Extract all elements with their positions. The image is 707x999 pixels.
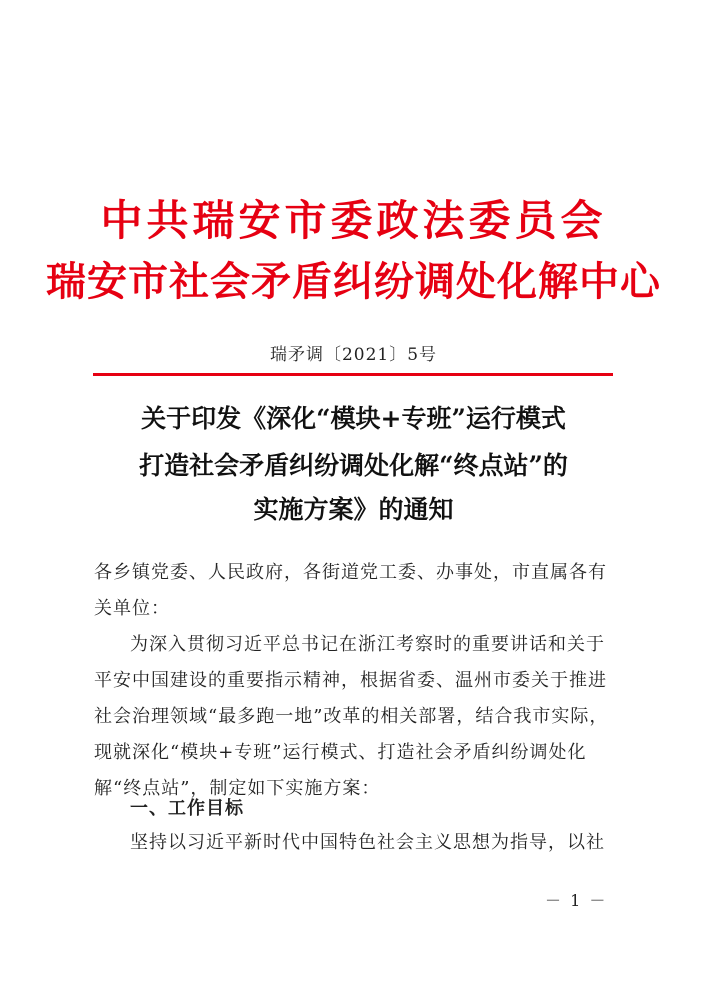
addressee-line-2: 关单位： (94, 598, 170, 619)
paragraph-line: 社会治理领域“最多跑一地”改革的相关部署，结合我市实际， (94, 706, 609, 727)
document-title-line-2: 打造社会矛盾纠纷调处化解“终点站”的 (139, 451, 568, 480)
document-title-line-1: 关于印发《深化“模块+专班”运行模式 (141, 404, 566, 433)
paragraph-line: 现就深化“模块+专班”运行模式、打造社会矛盾纠纷调处化 (94, 742, 587, 763)
paragraph-line: 坚持以习近平新时代中国特色社会主义思想为指导，以社 (130, 832, 605, 853)
section-heading: 一、工作目标 (130, 798, 244, 819)
issuing-organization-line-2: 瑞安市社会矛盾纠纷调处化解中心 (46, 259, 661, 305)
red-separator-rule (93, 373, 613, 376)
addressee-line-1: 各乡镇党委、人民政府，各街道党工委、办事处，市直属各有 (94, 562, 607, 583)
document-number: 瑞矛调〔2021〕5号 (269, 345, 438, 365)
issuing-organization-line-1: 中共瑞安市委政法委员会 (100, 196, 607, 245)
paragraph-line: 为深入贯彻习近平总书记在浙江考察时的重要讲话和关于 (130, 634, 605, 655)
document-title-line-3: 实施方案》的通知 (253, 495, 454, 524)
paragraph-line: 解“终点站”，制定如下实施方案： (94, 778, 381, 799)
page-number: － 1 － (545, 891, 608, 910)
paragraph-line: 平安中国建设的重要指示精神，根据省委、温州市委关于推进 (94, 670, 607, 691)
